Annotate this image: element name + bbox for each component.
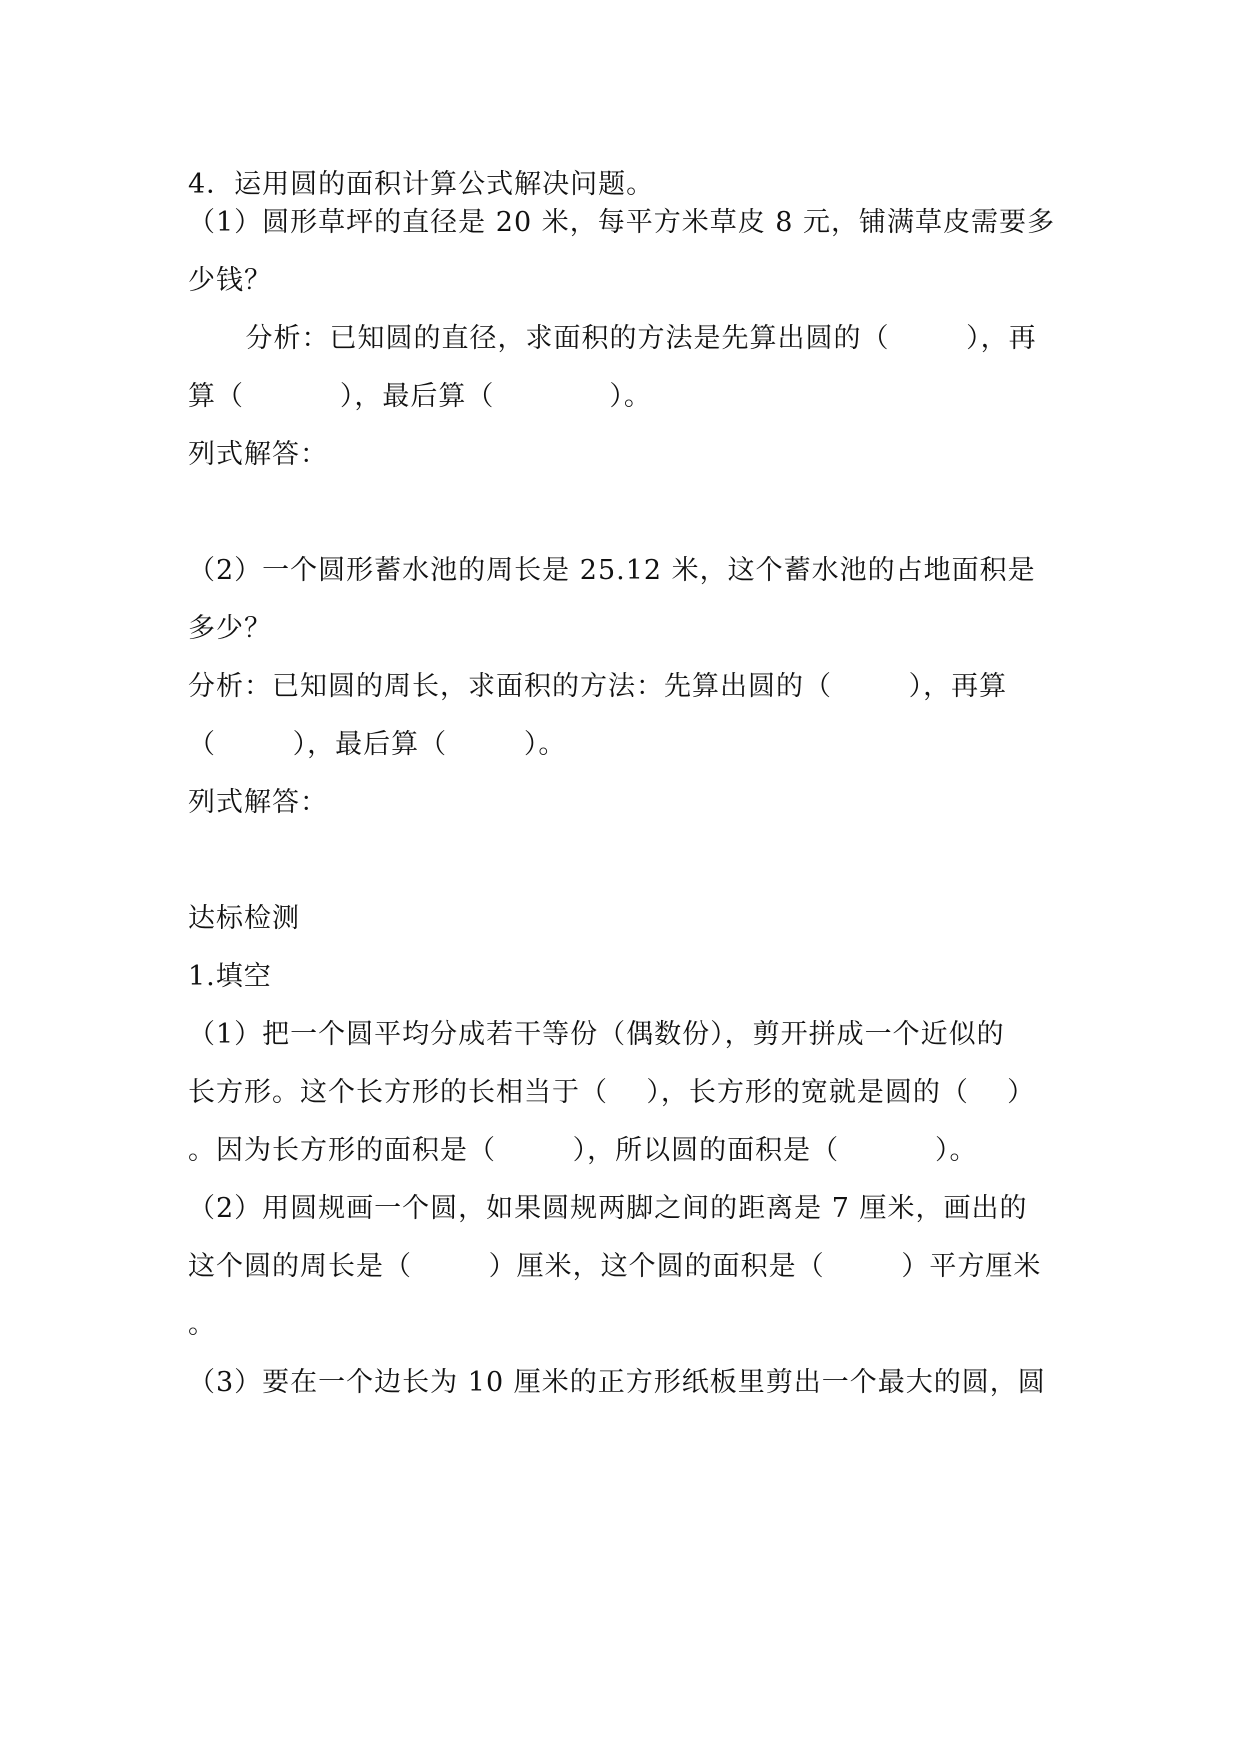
question-4-1-text: （1）圆形草坪的直径是 20 米，每平方米草皮 8 元，铺满草皮需要多 <box>188 207 1056 238</box>
fill-1-line-2: 长方形。这个长方形的长相当于（ ），长方形的宽就是圆的（ ） <box>188 1077 1036 1108</box>
question-4-2-text-cont: 多少？ <box>188 613 272 644</box>
analysis-1: 分析：已知圆的直径，求面积的方法是先算出圆的（ ），再 <box>188 323 1037 354</box>
question-4-2-text: （2）一个圆形蓄水池的周长是 25.12 米，这个蓄水池的占地面积是 <box>188 555 1036 586</box>
analysis-2: 分析：已知圆的周长，求面积的方法：先算出圆的（ ），再算 <box>188 671 1008 702</box>
question-4-heading: 4．运用圆的面积计算公式解决问题。 <box>188 169 655 200</box>
fill-2-line-1: （2）用圆规画一个圆，如果圆规两脚之间的距离是 7 厘米，画出的 <box>188 1193 1028 1224</box>
answer-label-1: 列式解答： <box>188 439 328 470</box>
question-4-1-text-cont: 少钱？ <box>188 265 272 296</box>
section-heading: 达标检测 <box>188 903 300 934</box>
analysis-2-cont: （ ），最后算（ ）。 <box>188 729 567 760</box>
fill-2-line-3: 。 <box>188 1309 216 1340</box>
fill-1-line-3: 。因为长方形的面积是（ ），所以圆的面积是（ ）。 <box>188 1135 978 1166</box>
fill-blank-heading: 1.填空 <box>188 961 272 992</box>
answer-label-2: 列式解答： <box>188 787 328 818</box>
fill-1-line-1: （1）把一个圆平均分成若干等份（偶数份），剪开拼成一个近似的 <box>188 1019 1005 1050</box>
fill-3-line-1: （3）要在一个边长为 10 厘米的正方形纸板里剪出一个最大的圆，圆 <box>188 1367 1046 1398</box>
fill-2-line-2: 这个圆的周长是（ ）厘米，这个圆的面积是（ ）平方厘米 <box>188 1251 1042 1282</box>
analysis-1-cont: 算（ ），最后算（ ）。 <box>188 381 652 412</box>
